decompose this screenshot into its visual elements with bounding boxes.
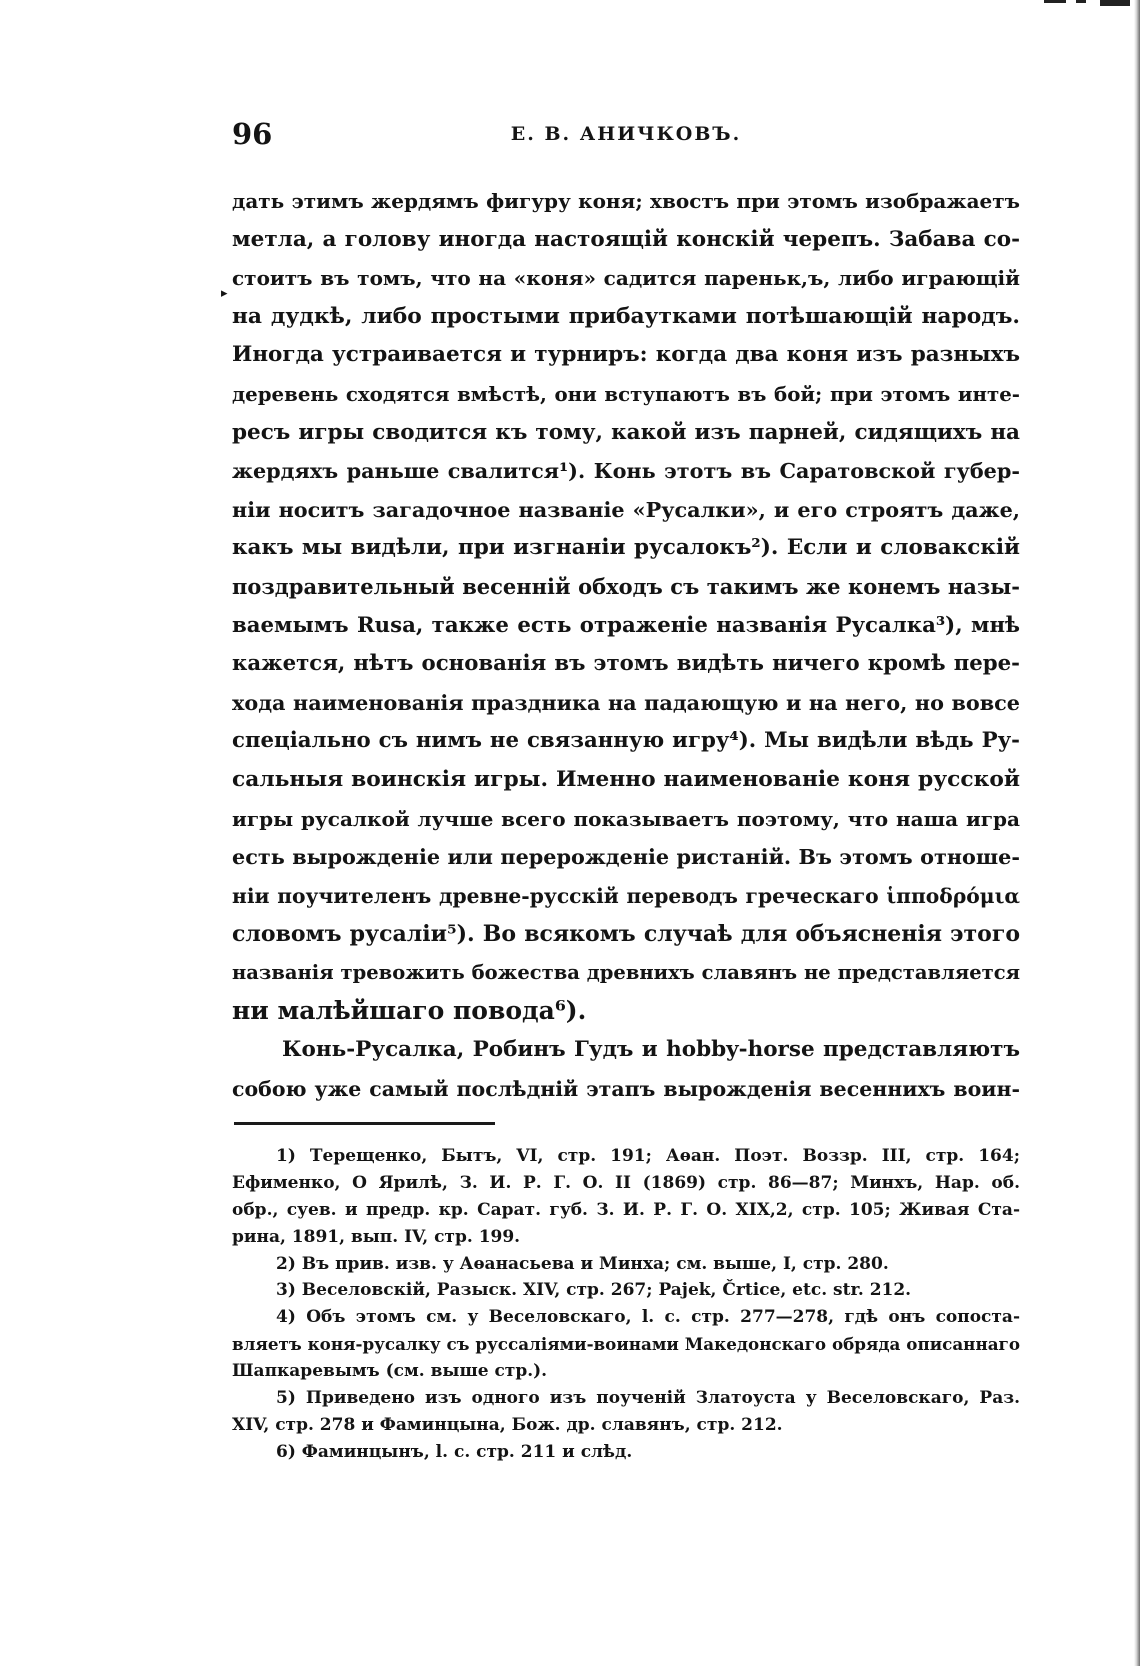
body-line: ни малѣйшаго повода⁶). — [232, 996, 587, 1026]
scan-edge — [1134, 0, 1140, 1666]
footnote-6: 6) Фаминцынъ, l. c. стр. 211 и слѣд. — [276, 1441, 633, 1462]
footnote-5: 5) Приведено изъ одного изъ поученій Златоуста у Веселовскаго, Раз. — [276, 1388, 1020, 1409]
footnote-line: Шапкаревымъ (см. выше стр.). — [232, 1361, 548, 1382]
footnote-line: обр., суев. и предр. кр. Сарат. губ. З. И. Р. Г. О. XIX,2, стр. 105; Живая Ста- — [232, 1199, 1020, 1220]
body-line: метла, а голову иногда настоящій конскій черепъ. Забава со- — [232, 226, 1020, 252]
body-line: ніи поучителенъ древне-русскій переводъ греческаго ἱπποδρόμια — [232, 883, 1020, 908]
footnote-4: 4) Объ этомъ см. у Веселовскаго, l. c. стр. 277—278, гдѣ онъ сопоста- — [276, 1307, 1020, 1328]
body-line: есть вырожденіе или перерожденіе ристаній. Въ этомъ отноше- — [232, 845, 1020, 870]
footnote-line: XIV, стр. 278 и Фаминцына, Бож. др. славянъ, стр. 212. — [232, 1414, 783, 1435]
footnote-1: 1) Терещенко, Бытъ, VI, стр. 191; Аѳан. Поэт. Воззр. III, стр. 164; — [276, 1146, 1020, 1166]
body-line: словомъ русаліи⁵). Во всякомъ случаѣ для объясненія этого — [232, 921, 1020, 948]
footnote-line: рина, 1891, вып. IV, стр. 199. — [232, 1226, 521, 1247]
body-line: жердяхъ раньше свалится¹). Конь этотъ въ Саратовской губер- — [232, 459, 1020, 484]
scan-artifact — [1044, 0, 1066, 3]
body-line: деревень сходятся вмѣстѣ, они вступаютъ въ бой; при этомъ инте- — [232, 381, 1020, 406]
page-number: 96 — [232, 117, 273, 151]
body-text — [232, 182, 1020, 1108]
body-line: ресъ игры сводится къ тому, какой изъ парней, сидящихъ на — [232, 419, 1020, 445]
footnotes — [232, 1143, 1020, 1466]
body-line: сальныя воинскія игры. Именно наименованіе коня русской — [232, 766, 1020, 792]
footnote-2: 2) Въ прив. изв. у Аѳанасьева и Минха; см. выше, I, стр. 280. — [276, 1253, 889, 1274]
body-line: на дудкѣ, либо простыми прибаутками потѣшающій народъ. — [232, 303, 1020, 329]
footnote-line: Ефименко, О Ярилѣ, З. И. Р. Г. О. II (1869) стр. 86—87; Минхъ, Нар. об. — [232, 1172, 1020, 1193]
body-line: ваемымъ Rusa, также есть отраженіе названія Русалка³), мнѣ — [232, 612, 1020, 638]
footnote-line: вляетъ коня-русалку съ руссаліями-воинами Македонскаго обряда описаннаго — [232, 1334, 1020, 1355]
page-header — [232, 117, 1020, 157]
body-line: названія тревожить божества древнихъ славянъ не представляется — [232, 960, 1020, 984]
scan-artifact — [1100, 0, 1130, 6]
body-line: Иногда устраивается и турниръ: когда два коня изъ разныхъ — [232, 342, 1020, 368]
body-line: хода наименованія праздника на падающую и на него, но вовсе — [232, 690, 1020, 715]
footnote-3: 3) Веселовскій, Разыск. XIV, стр. 267; Pajek, Črtice, etc. str. 212. — [276, 1280, 912, 1301]
body-line: поздравительный весенній обходъ съ такимъ же конемъ назы- — [232, 573, 1020, 599]
body-line: ніи носитъ загадочное названіе «Русалки», и его строятъ даже, — [232, 497, 1020, 522]
body-line: стоитъ въ томъ, что на «коня» садится пареньк,ъ, либо играющій — [232, 266, 1020, 291]
scan-artifact — [1076, 0, 1086, 3]
footnote-rule — [234, 1122, 495, 1125]
body-line: какъ мы видѣли, при изгнаніи русалокъ²). Если и словакскій — [232, 535, 1020, 561]
paragraph-start: Конь-Русалка, Робинъ Гудъ и hobby-horse представляютъ — [282, 1037, 1020, 1063]
body-line: спеціально съ нимъ не связанную игру⁴). Мы видѣли вѣдь Ру- — [232, 728, 1020, 754]
margin-mark: ▸ — [221, 286, 228, 301]
running-head: Е. В. АНИЧКОВЪ. — [510, 123, 742, 145]
body-line: собою уже самый послѣдній этапъ вырожденія весеннихъ воин- — [232, 1076, 1020, 1101]
body-line: кажется, нѣтъ основанія въ этомъ видѣть ничего кромѣ пере- — [232, 651, 1020, 677]
body-line: дать этимъ жердямъ фигуру коня; хвостъ при этомъ изображаетъ — [232, 189, 1020, 213]
body-line: игры русалкой лучше всего показываетъ поэтому, что наша игра — [232, 806, 1020, 831]
